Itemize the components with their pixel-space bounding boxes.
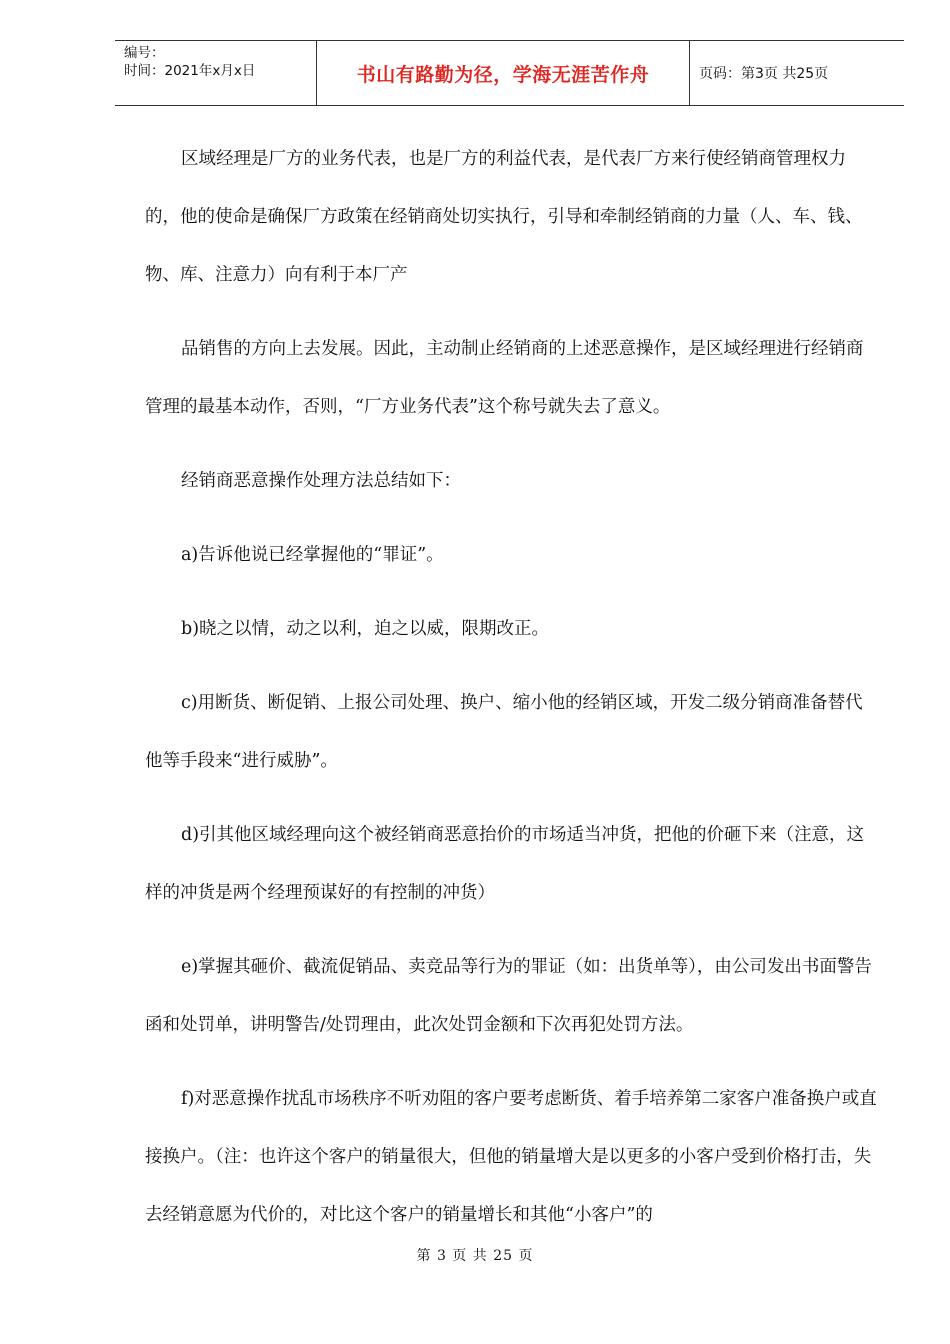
paragraph: 品销售的方向上去发展。因此，主动制止经销商的上述恶意操作，是区域经理进行经销商管理的最基本动作，否则，“厂方业务代表”这个称号就失去了意义。 bbox=[145, 339, 864, 417]
page-header bbox=[115, 40, 904, 106]
header-meta bbox=[115, 41, 317, 105]
page-footer: 第 3 页 共 25 页 bbox=[416, 1248, 534, 1264]
paragraph: 经销商恶意操作处理方法总结如下： bbox=[181, 471, 461, 491]
list-item: b)晓之以情，动之以利，迫之以威，限期改正。 bbox=[181, 619, 550, 639]
document-body bbox=[145, 130, 880, 1260]
list-item: f)对恶意操作扰乱市场秩序不听劝阻的客户要考虑断货、着手培养第二家客户准备换户或直接换户。（注：也许这个客户的销量很大，但他的销量增大是以更多的小客户受到价格打击，失去经销意愿为代价的，对比这个客户的销量增长和其他“小客户”的 bbox=[145, 1089, 877, 1225]
document-number-label: 编号： bbox=[124, 45, 165, 61]
list-item: d)引其他区域经理向这个被经销商恶意抬价的市场适当冲货，把他的价砸下来（注意，这样的冲货是两个经理预谋好的有控制的冲货） bbox=[145, 825, 865, 903]
list-item: a)告诉他说已经掌握他的“罪证”。 bbox=[181, 545, 444, 565]
header-motto: 书山有路勤为径，学海无涯苦作舟 bbox=[317, 41, 690, 105]
list-item: c)用断货、断促销、上报公司处理、换户、缩小他的经销区域，开发二级分销商准备替代他等手段来“进行威胁”。 bbox=[145, 693, 863, 771]
list-item: e)掌握其砸价、截流促销品、卖竞品等行为的罪证（如：出货单等），由公司发出书面警告函和处罚单，讲明警告/处罚理由，此次处罚金额和下次再犯处罚方法。 bbox=[145, 957, 872, 1035]
header-page-info: 页码：第3页 共25页 bbox=[699, 66, 829, 82]
document-time-label: 时间：2021年x月x日 bbox=[124, 63, 256, 79]
paragraph: 区域经理是厂方的业务代表，也是厂方的利益代表，是代表厂方来行使经销商管理权力的，他的使命是确保厂方政策在经销商处切实执行，引导和牵制经销商的力量（人、车、钱、物、库、注意力）向有利于本厂产 bbox=[145, 149, 863, 285]
